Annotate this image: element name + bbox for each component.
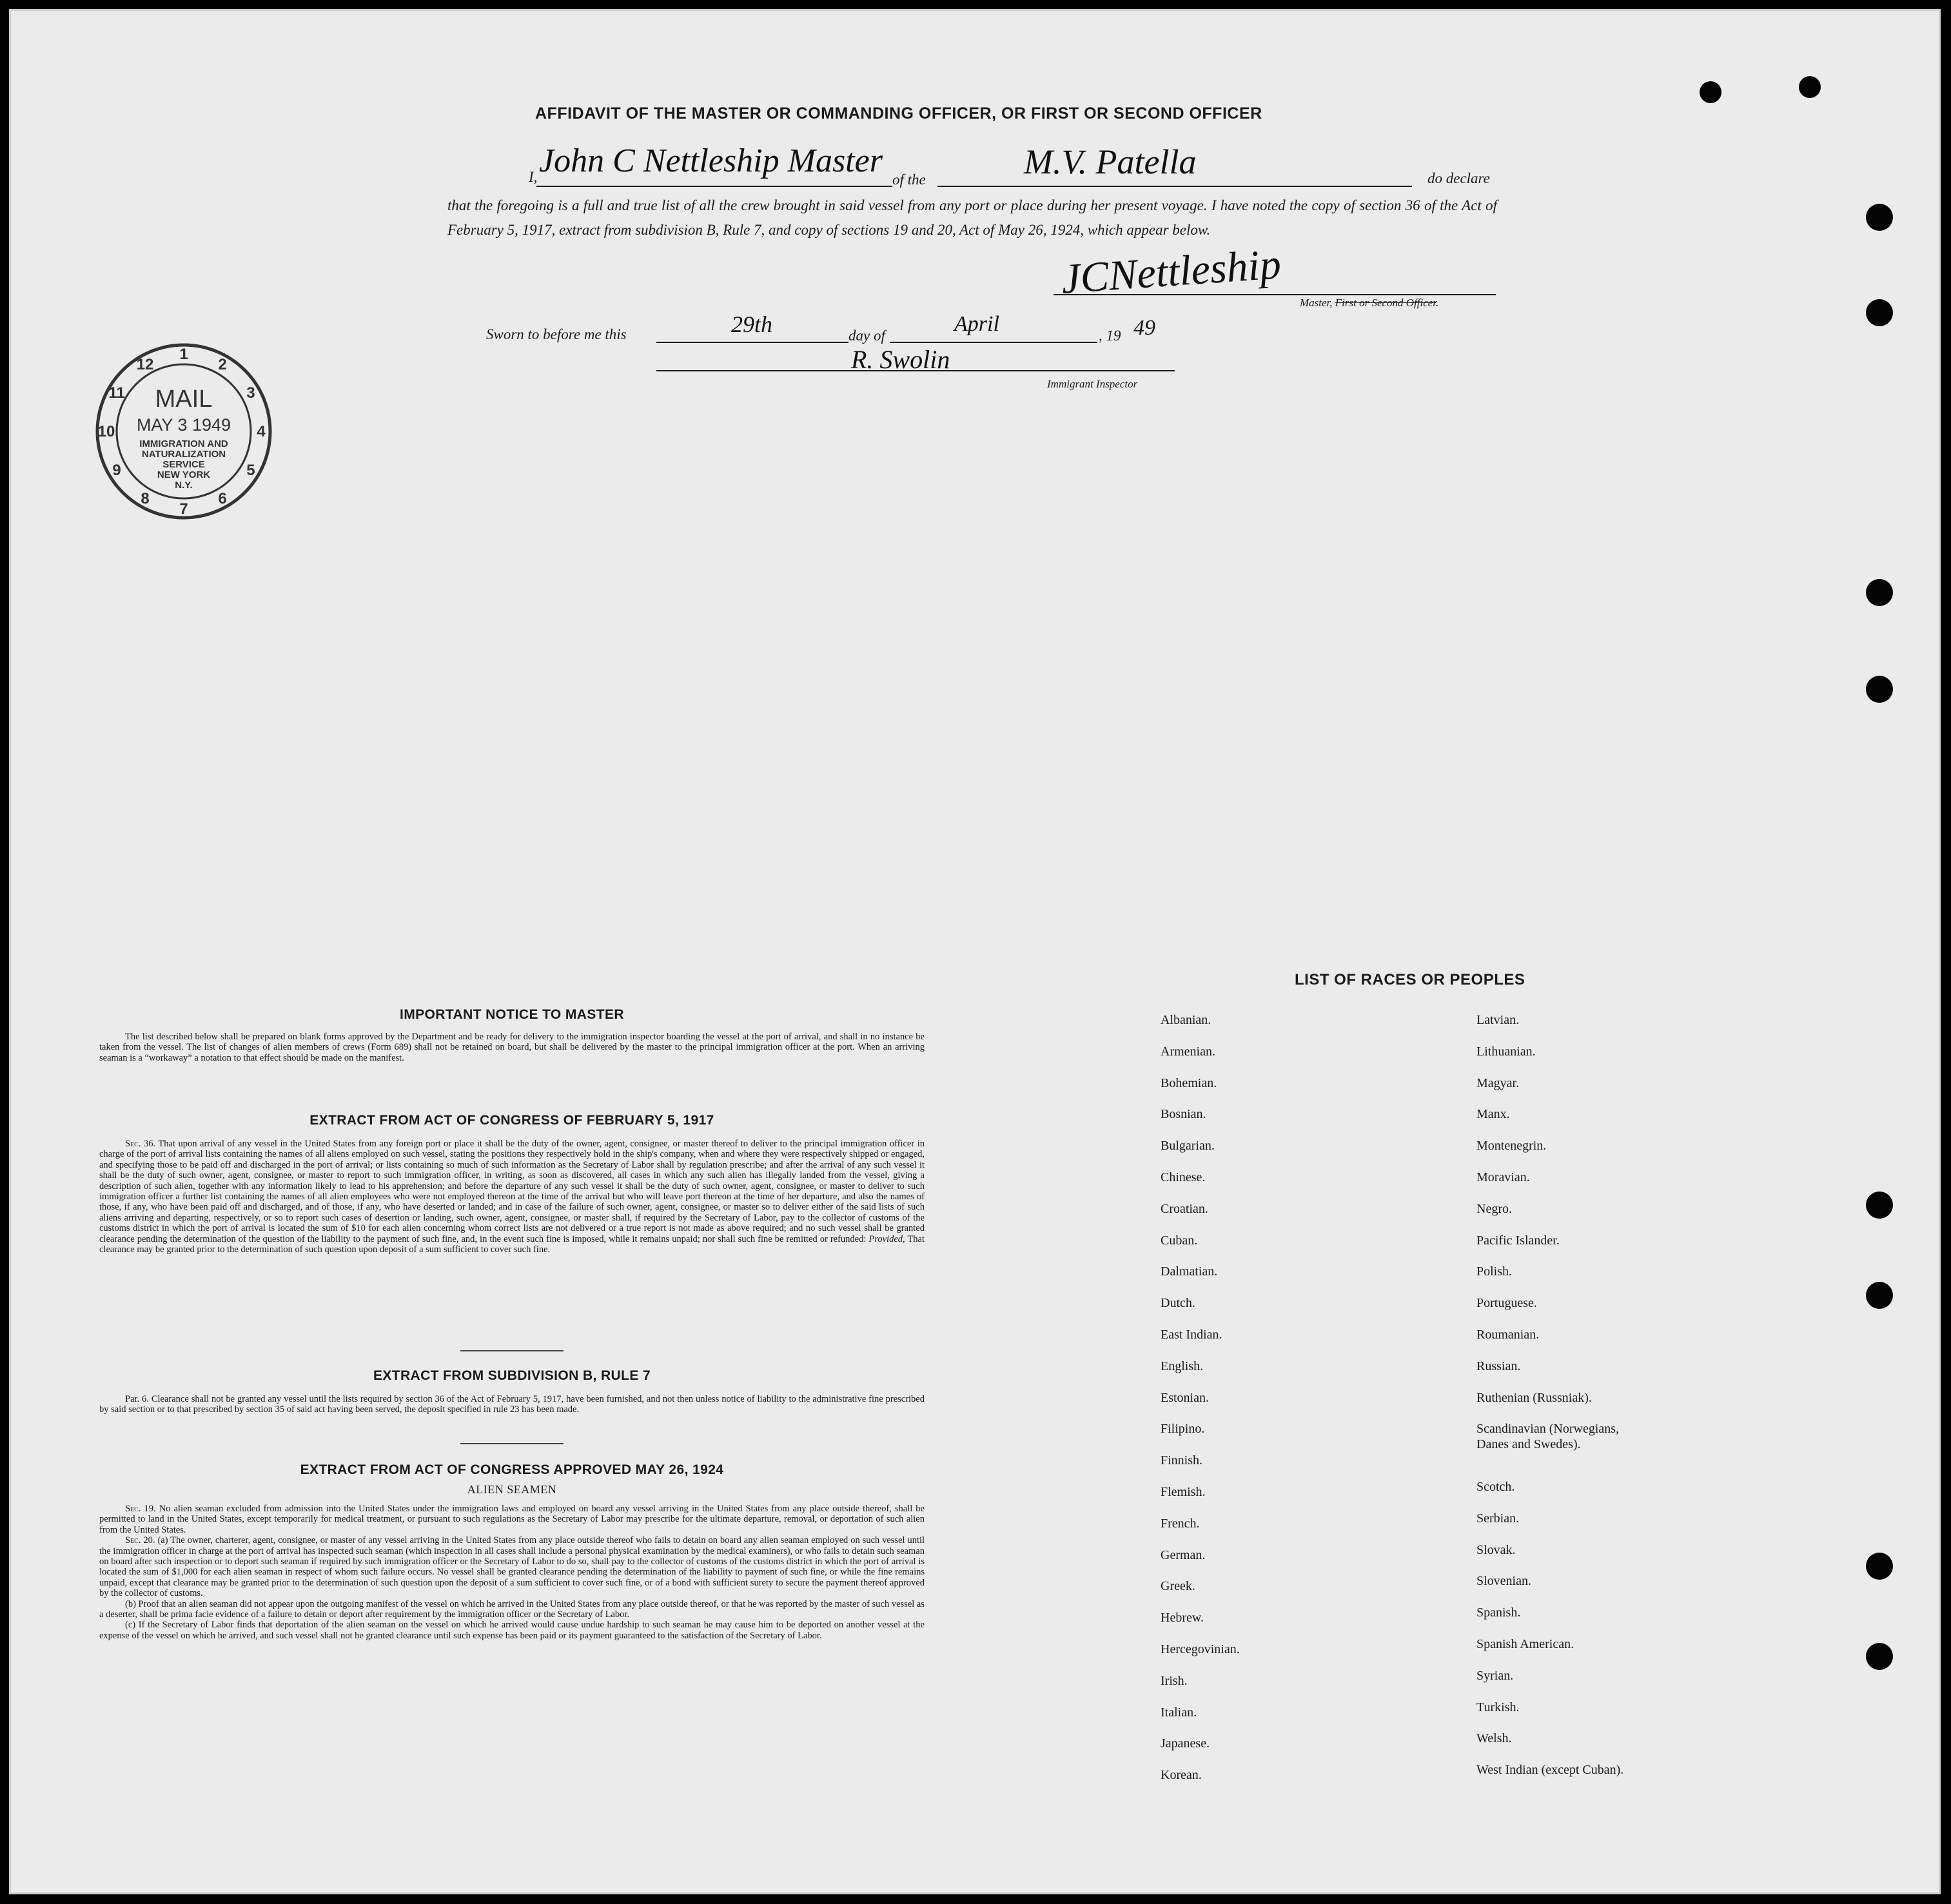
race-item: Slovenian. [1476,1574,1531,1589]
race-item: Irish. [1161,1673,1188,1688]
race-item: Hercegovinian. [1161,1642,1240,1656]
stamp-ring-number: 8 [141,489,150,507]
stamp-mail-text: MAIL [155,386,213,413]
vessel-line [937,186,1412,187]
of-the-label: of the [892,172,926,188]
race-item: Dutch. [1161,1296,1195,1311]
stamp-ring-number: 5 [246,462,255,479]
stamp-ring-number: 9 [112,462,121,479]
day-of-label: day of [848,328,885,344]
sec20c-paragraph: (c) If the Secretary of Labor finds that deportation of the alien seaman on the vessel on which he arrived would cause undue hardship to such seaman he may cause him to be deported on another vessel at the expense of the vessel on which he arrived, and such vessel shall not be granted clearance until such expense has been paid or its payment guaranteed to the satisfaction of the Secretary of Labor. [99,1620,925,1641]
extract-1924-title: EXTRACT FROM ACT OF CONGRESS APPROVED MAY 26, 1924 [300,1462,724,1477]
race-item: Welsh. [1476,1731,1512,1746]
race-item: Bohemian. [1161,1075,1217,1090]
race-item: Manx. [1476,1107,1510,1122]
stamp-ring-number: 7 [179,500,188,518]
stamp-line-3: SERVICE [162,459,205,470]
sworn-month-line [890,342,1097,343]
month-handwriting: April [954,312,999,336]
race-item: Slovak. [1476,1542,1516,1557]
binder-hole-icon [1866,1192,1893,1219]
sec20a-text: (a) The owner, charterer, agent, consignee, or master of any vessel arriving in the United States from any place outside thereof who fails to detain on board any alien seaman employed on such vessel until the immigration officer in charge at the port of arrival has inspected such seaman (which inspection in all cases shall include a personal physical examination by the medical examiners), or who fails to detain such seaman on board after such inspection or to deport such seaman if required by such immigration officer or the Secretary of Labor to do so, shall pay to the collector of customs of the customs district in which the port of arrival is located the sum of $1,000 for each alien seaman in respect of whom such failure occurs. No vessel shall be granted clearance pending the determination of the liability to payment of such fine, or while the fine remains unpaid, except that clearance may be granted prior to the determination of such question upon the deposit of a sum sufficient to cover such fine, or of a bond with sufficient surety to secure the payment thereof approved by the collector of customs. [99,1535,925,1599]
race-item: Italian. [1161,1705,1197,1720]
sec19-label: Sec. 19. [125,1504,156,1514]
stamp-line-1: IMMIGRATION AND [139,438,228,449]
race-item: Moravian. [1476,1170,1530,1184]
race-item: Syrian. [1476,1668,1514,1683]
race-item: Ruthenian (Russniak). [1476,1390,1592,1405]
binder-hole-icon [1866,204,1893,231]
sec20a-paragraph [99,1535,925,1598]
stamp-ring-number: 10 [97,423,115,440]
notice-title: IMPORTANT NOTICE TO MASTER [400,1007,624,1022]
race-item: German. [1161,1547,1206,1562]
name-line [536,186,892,187]
master-label-prefix: Master, [1300,297,1333,309]
sec19-paragraph [99,1504,925,1535]
race-item: Korean. [1161,1768,1202,1783]
immigration-mail-stamp [94,342,273,521]
inspector-signature-handwriting: R. Swolin [851,345,950,374]
race-item: English. [1161,1359,1204,1373]
master-name-handwriting: John C Nettleship Master [539,142,883,179]
signature-line [1054,294,1496,295]
divider [460,1443,564,1444]
extract-1924-body [99,1504,925,1641]
year-handwriting: 49 [1133,316,1155,340]
race-item: Roumanian. [1476,1328,1540,1342]
master-signature-handwriting: JCNettleship [1059,240,1283,303]
race-item: Bosnian. [1161,1107,1206,1122]
extract-1917-title: EXTRACT FROM ACT OF CONGRESS OF FEBRUARY 5, 1917 [309,1113,714,1128]
sec36-label: Sec. 36. [125,1139,156,1149]
binder-hole-icon [1866,579,1893,606]
inspector-line [656,370,1175,371]
binder-hole-icon [1866,1553,1893,1580]
sec36-proviso: Provided, [868,1233,905,1244]
sec20b-paragraph: (b) Proof that an alien seaman did not appear upon the outgoing manifest of the vessel on which he arrived in the United States from any place outside thereof, or that he was reported by the master of such vessel as a deserter, shall be prima facie evidence of a failure to detain or deport after requirement by the immigration officer or the Secretary of Labor. [99,1598,925,1620]
notice-body: The list described below shall be prepared on blank forms approved by the Department and be ready for delivery to the immigration inspector boarding the vessel at the port of arrival, and shall in no instance be taken from the vessel. The list of changes of alien members of crews (Form 689) shall not be retained on board, but shall be delivered by the master to the principal immigration officer at the port. When an arriving seaman is a “workaway” a notation to that effect should be made on the manifest. [99,1032,925,1063]
binder-hole-icon [1799,76,1821,98]
race-item: Scandinavian (Norwegians, Danes and Swedes). [1476,1422,1620,1452]
race-item: Portuguese. [1476,1296,1537,1311]
rule7-title: EXTRACT FROM SUBDIVISION B, RULE 7 [373,1368,651,1383]
sworn-day-line [656,342,848,343]
race-item: Russian. [1476,1359,1521,1373]
document-page [9,9,1941,1894]
race-item: Estonian. [1161,1390,1209,1405]
affidavit-paragraph: that the foregoing is a full and true list of all the crew brought in said vessel from any port or place during her present voyage. I have noted the copy of section 36 of the Act of February 5, 1917, extract from subdivision B, Rule 7, and copy of sections 19 and 20, Act of May 26, 1924, which appear below. [447,197,1497,238]
binder-hole-icon [1866,1282,1893,1309]
day-handwriting: 29th [731,311,773,337]
i-label: I, [529,169,538,185]
rule7-body: Par. 6. Clearance shall not be granted any vessel until the lists required by section 36 of the Act of February 5, 1917, have been furnished, and not then unless notice of liability to the administrative fine prescribed by said section or to that prescribed by section 35 of said act having been served, the deposit specified in rule 23 has been made. [99,1394,925,1415]
stamp-date: MAY 3 1949 [136,415,231,435]
races-list-title: LIST OF RACES OR PEOPLES [1295,971,1525,988]
race-item: Hebrew. [1161,1611,1204,1625]
race-item: Japanese. [1161,1736,1210,1751]
race-item: French. [1161,1516,1200,1531]
stamp-ring-number: 11 [108,384,125,402]
race-item: Serbian. [1476,1511,1520,1526]
stamp-ring-number: 1 [179,346,188,363]
stamp-ring-number: 4 [257,423,266,440]
race-item: Montenegrin. [1476,1139,1547,1153]
stamp-ring-number: 12 [136,356,154,374]
stamp-ring-number: 6 [218,489,227,507]
do-declare-label: do declare [1427,170,1490,186]
race-item: Chinese. [1161,1170,1206,1184]
race-item: Lithuanian. [1476,1044,1536,1059]
race-item: Scotch. [1476,1480,1515,1494]
master-label-suffix: . [1436,297,1439,309]
sec36-proviso-rest: That clearance may be granted prior to the determination of such question upon deposit of a sum sufficient to cover such fine. [99,1233,925,1255]
master-label [1300,297,1438,309]
race-item: Bulgarian. [1161,1139,1215,1153]
stamp-line-5: N.Y. [175,480,193,491]
vessel-name-handwriting: M.V. Patella [1024,142,1197,181]
sec36-text: That upon arrival of any vessel in the United States from any foreign port or place it shall be the duty of the owner, agent, consignee, or master thereof to deliver to the principal immigration officer in charge of the port of arrival lists containing the names of all aliens employed on such vessel, stating the positions they respectively hold in the ship's company, when and where they were respectively shipped or engaged, and specifying those to be paid off and discharged in the port of arrival; or lists containing so much of such information as the Secretary of Labor shall by regulation prescribe; and after the arrival of any such vessel it shall be the duty of such owner, agent, consignee, or master to report to such immigration officer, in writing, as soon as discovered, all cases in which any such alien has illegally landed from the vessel, giving a description of such alien, together with any information likely to lead to his apprehension; and before the departure of any such vessel it shall be the duty of such owner, agent, consignee, or master to deliver to such immigration officer a further list containing the names of all alien employees who were not employed thereon at the time of the arrival but who will leave port thereon at the time of her departure, and also the names of those, if any, who have been paid off and discharged, and of those, if any, who have deserted or landed; and in case of the failure of such owner, agent, consignee, or master so to deliver either of the said lists of such aliens arriving and departing, respectively, or so to report such cases of desertion or landing, such owner, agent, consignee, or master shall, if required by the Secretary of Labor, pay to the collector of customs of the customs district in which the port of arrival is located the sum of $10 for each alien concerning whom correct lists are not delivered or a true report is not made as above required; and no such vessel shall be granted clearance pending the determination of the question of the liability to the payment of such fine, and, in the event such fine is imposed, while it remains unpaid; nor shall such fine be remitted or refunded: [99,1139,925,1244]
race-item: Dalmatian. [1161,1264,1218,1279]
stamp-line-2: NATURALIZATION [141,449,226,460]
alien-seamen-subtitle: ALIEN SEAMEN [467,1483,557,1496]
race-item: Polish. [1476,1264,1513,1279]
binder-hole-icon [1866,1643,1893,1670]
race-item: Pacific Islander. [1476,1233,1560,1248]
stamp-ring-number: 3 [246,384,255,402]
race-item: Latvian. [1476,1013,1520,1027]
race-item: Magyar. [1476,1075,1520,1090]
race-item: Cuban. [1161,1233,1198,1248]
binder-hole-icon [1866,299,1893,326]
binder-hole-icon [1866,676,1893,703]
race-item: Flemish. [1161,1485,1206,1499]
race-item: East Indian. [1161,1328,1222,1342]
race-item: Croatian. [1161,1201,1208,1216]
year-prefix: , 19 [1099,328,1121,344]
binder-hole-icon [1700,81,1721,103]
affidavit-title: AFFIDAVIT OF THE MASTER OR COMMANDING OFFICER, OR FIRST OR SECOND OFFICER [535,104,1262,123]
divider [460,1350,564,1351]
race-item: Negro. [1476,1201,1512,1216]
sec20-label: Sec. 20. [125,1535,155,1546]
stamp-ring-number: 2 [218,356,227,374]
master-label-struck: First or Second Officer [1335,297,1436,309]
race-item: Greek. [1161,1579,1195,1594]
race-item: Albanian. [1161,1013,1211,1027]
sec19-text: No alien seaman excluded from admission into the United States under the immigration laws and employed on board any vessel arriving in the United States from any place outside thereof, shall be permitted to land in the United States, except temporarily for medical treatment, or pursuant to such regulations as the Secretary of Labor may prescribe for the ultimate departure, removal, or deportation of such alien from the United States. [99,1504,925,1535]
sworn-label: Sworn to before me this [486,326,627,342]
race-item: Armenian. [1161,1044,1215,1059]
race-item: Finnish. [1161,1453,1203,1468]
race-item: Filipino. [1161,1422,1205,1437]
race-item: West Indian (except Cuban). [1476,1763,1624,1778]
stamp-line-4: NEW YORK [157,469,211,480]
race-item: Turkish. [1476,1700,1520,1714]
race-item: Spanish. [1476,1605,1521,1620]
inspector-label: Immigrant Inspector [1047,378,1138,390]
extract-1917-body [99,1139,925,1255]
race-item: Spanish American. [1476,1637,1574,1651]
